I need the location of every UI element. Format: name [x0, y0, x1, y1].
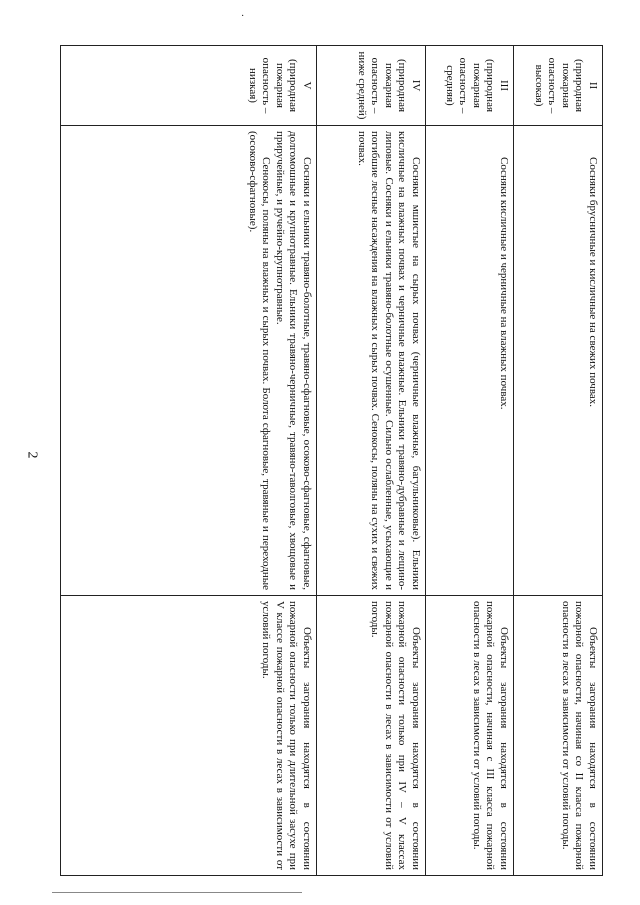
objects-text: Объекты загорания находятся в состоянии пожарной опасности только при длительной засухе при V классе пожарной опасности в лесах в зависимости от условий погоды. — [260, 601, 313, 870]
forest-cell — [426, 126, 514, 596]
class-cell — [514, 46, 603, 126]
objects-text: Объекты загорания находятся в состоянии пожарной опасности только при IV – V классах пожарной опасности в лесах в зависимости от условий погоды. — [369, 601, 422, 870]
table-row — [426, 46, 514, 876]
objects-cell — [61, 596, 317, 876]
forest-cell — [317, 126, 426, 596]
class-roman: II — [587, 81, 599, 90]
objects-text: Объекты загорания находятся в состоянии пожарной опасности, начиная с III класса пожарной опасности в лесах в зависимости от условий погоды. — [471, 601, 510, 870]
forest-text: Сосняки и ельники травяно-болотные, травяно-сфагновые, осоково-сфагновые, сфагновые, долгомошные и крупнотравные. Ельники травяно-черничные, травяно-таволговые, хвощовые и приручейные, и ручейно-крупнотравные. — [274, 131, 313, 590]
class-label: (природная пожарная опасность – высокая) — [533, 57, 586, 114]
forest-text: Сосняки кисличные и черничные на влажных почвах. — [498, 157, 510, 410]
fire-danger-table — [60, 45, 603, 876]
forest-text: Сосняки мшистые на сырых почвах (черничные влажные, багульниковые). Ельники кисличные на влажных почвах и черничные влажные. Ельники травяно-дубравные и лещино-липовые. Сосняки и ельники травяно-болотные осушенные. Сильно ослабленные, усыхающие и погибшие лесные насаждения на влажных и сырых почвах. Сенокосы, поляны на сухих и свежих почвах. — [356, 131, 422, 590]
forest-cell — [514, 126, 603, 596]
objects-cell — [426, 596, 514, 876]
table-row — [317, 46, 426, 876]
table-row — [61, 46, 317, 876]
forest-cell — [61, 126, 317, 596]
class-cell — [426, 46, 514, 126]
class-roman: IV — [410, 79, 422, 92]
class-cell — [61, 46, 317, 126]
table-row — [514, 46, 603, 876]
class-roman: V — [301, 81, 313, 90]
objects-text: Объекты загорания находятся в состоянии пожарной опасности, начиная со II класса пожарной опасности в лесах в зависимости от условий погоды. — [560, 601, 599, 870]
rotated-table-container — [60, 45, 603, 875]
objects-cell — [514, 596, 603, 876]
class-label: (природная пожарная опасность – средняя) — [444, 57, 497, 114]
objects-cell — [317, 596, 426, 876]
class-label: (природная пожарная опасность – ниже средней) — [356, 51, 409, 120]
class-roman: III — [498, 80, 510, 91]
scan-edge-line — [52, 892, 302, 893]
scan-dot: · — [241, 11, 245, 22]
forest-text: Сенокосы, поляны на влажных и сырых почвах. Болота сфагновые, травяные и переходные (осоково-сфагновые). — [247, 131, 273, 590]
page-number: 2 — [24, 451, 40, 459]
forest-text: Сосняки брусничные и кисличные на свежих почвах. — [587, 157, 599, 408]
class-label: (природная пожарная опасность – низкая) — [247, 57, 300, 114]
class-cell — [317, 46, 426, 126]
